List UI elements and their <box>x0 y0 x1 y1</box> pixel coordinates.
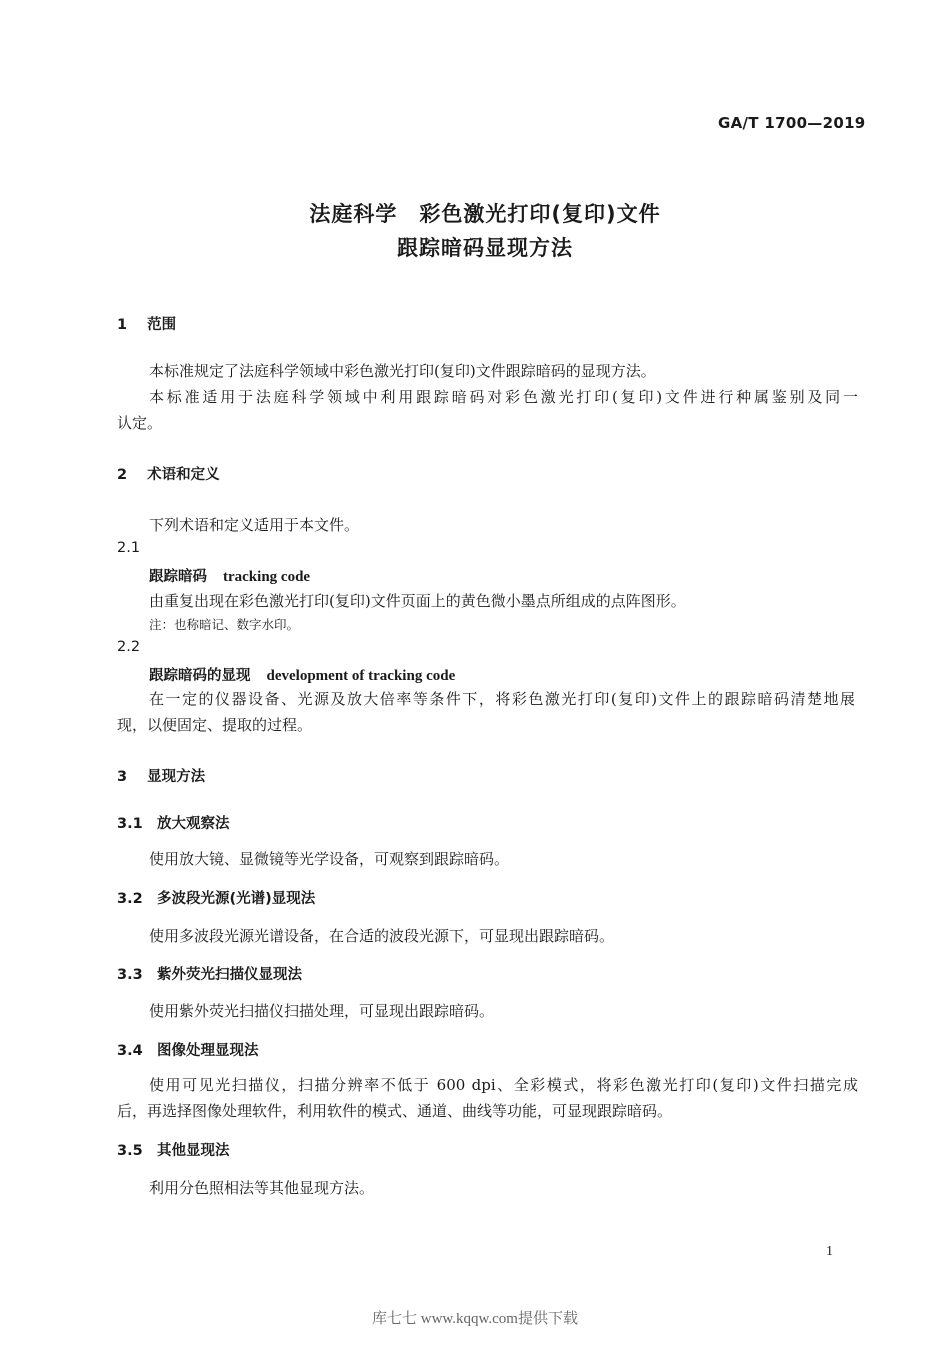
subsection-number: 3.3 <box>117 967 143 983</box>
subsection-title: 其他显现法 <box>157 1143 230 1159</box>
section-2-intro: 下列术语和定义适用于本文件。 <box>149 516 360 534</box>
section-number: 1 <box>117 317 128 333</box>
term-zh: 跟踪暗码 <box>149 569 207 585</box>
section-1-para1: 本标准规定了法庭科学领域中彩色激光打印(复印)文件跟踪暗码的显现方法。 <box>149 362 656 380</box>
term-2-1-definition: 由重复出现在彩色激光打印(复印)文件页面上的黄色微小墨点所组成的点阵图形。 <box>149 592 686 610</box>
subsection-number: 3.2 <box>117 891 143 907</box>
term-2-2-number: 2.2 <box>117 639 141 655</box>
subsection-3-2-heading <box>117 887 315 908</box>
section-1-heading <box>117 313 176 334</box>
section-title: 显现方法 <box>147 769 206 785</box>
section-1-para2-line1: 本标准适用于法庭科学领域中利用跟踪暗码对彩色激光打印(复印)文件进行种属鉴别及同一 <box>149 388 858 406</box>
subsection-3-3-text: 使用紫外荧光扫描仪扫描处理，可显现出跟踪暗码。 <box>149 1002 495 1020</box>
section-number: 2 <box>117 467 128 483</box>
subsection-3-2-text: 使用多波段光源光谱设备，在合适的波段光源下，可显现出跟踪暗码。 <box>149 927 615 945</box>
subsection-3-5-heading <box>117 1139 230 1160</box>
section-2-heading <box>117 463 220 484</box>
subsection-3-4-text-line1: 使用可见光扫描仪，扫描分辨率不低于 600 dpi、全彩模式，将彩色激光打印(复印)文件扫描完成 <box>149 1076 858 1094</box>
subsection-title: 图像处理显现法 <box>157 1043 259 1059</box>
subsection-number: 3.1 <box>117 816 143 832</box>
subsection-title: 紫外荧光扫描仪显现法 <box>157 967 302 983</box>
subsection-number: 3.5 <box>117 1143 143 1159</box>
subsection-title: 多波段光源(光谱)显现法 <box>157 891 316 907</box>
download-watermark: 库七七 www.kqqw.com提供下载 <box>372 1311 578 1327</box>
section-number: 3 <box>117 769 128 785</box>
subsection-3-5-text: 利用分色照相法等其他显现方法。 <box>149 1179 375 1197</box>
document-title-line1: 法庭科学 彩色激光打印(复印)文件 <box>309 202 661 226</box>
term-2-2-definition-line1: 在一定的仪器设备、光源及放大倍率等条件下，将彩色激光打印(复印)文件上的跟踪暗码清楚地展 <box>149 690 855 708</box>
subsection-3-3-heading <box>117 963 302 984</box>
section-3-heading <box>117 765 205 786</box>
standard-number: GA/T 1700—2019 <box>718 114 866 132</box>
term-en: tracking code <box>223 569 311 585</box>
term-2-2-label <box>149 664 455 685</box>
subsection-number: 3.4 <box>117 1043 143 1059</box>
term-2-1-label <box>149 565 310 586</box>
term-2-1-number: 2.1 <box>117 540 141 556</box>
page-number: 1 <box>826 1244 833 1259</box>
subsection-title: 放大观察法 <box>157 816 230 832</box>
document-title-line2: 跟踪暗码显现方法 <box>397 236 573 260</box>
section-1-para2-line2: 认定。 <box>117 414 163 432</box>
subsection-3-1-heading <box>117 812 230 833</box>
term-en: development of tracking code <box>266 668 456 684</box>
term-zh: 跟踪暗码的显现 <box>149 668 251 684</box>
subsection-3-1-text: 使用放大镜、显微镜等光学设备，可观察到跟踪暗码。 <box>149 850 510 868</box>
subsection-3-4-heading <box>117 1039 259 1060</box>
subsection-3-4-text-line2: 后，再选择图像处理软件，利用软件的模式、通道、曲线等功能，可显现跟踪暗码。 <box>117 1102 673 1120</box>
section-title: 术语和定义 <box>147 467 220 483</box>
term-2-2-definition-line2: 现，以便固定、提取的过程。 <box>117 716 313 734</box>
section-title: 范围 <box>147 317 177 333</box>
term-2-1-note: 注：也称暗记、数字水印。 <box>149 617 300 632</box>
